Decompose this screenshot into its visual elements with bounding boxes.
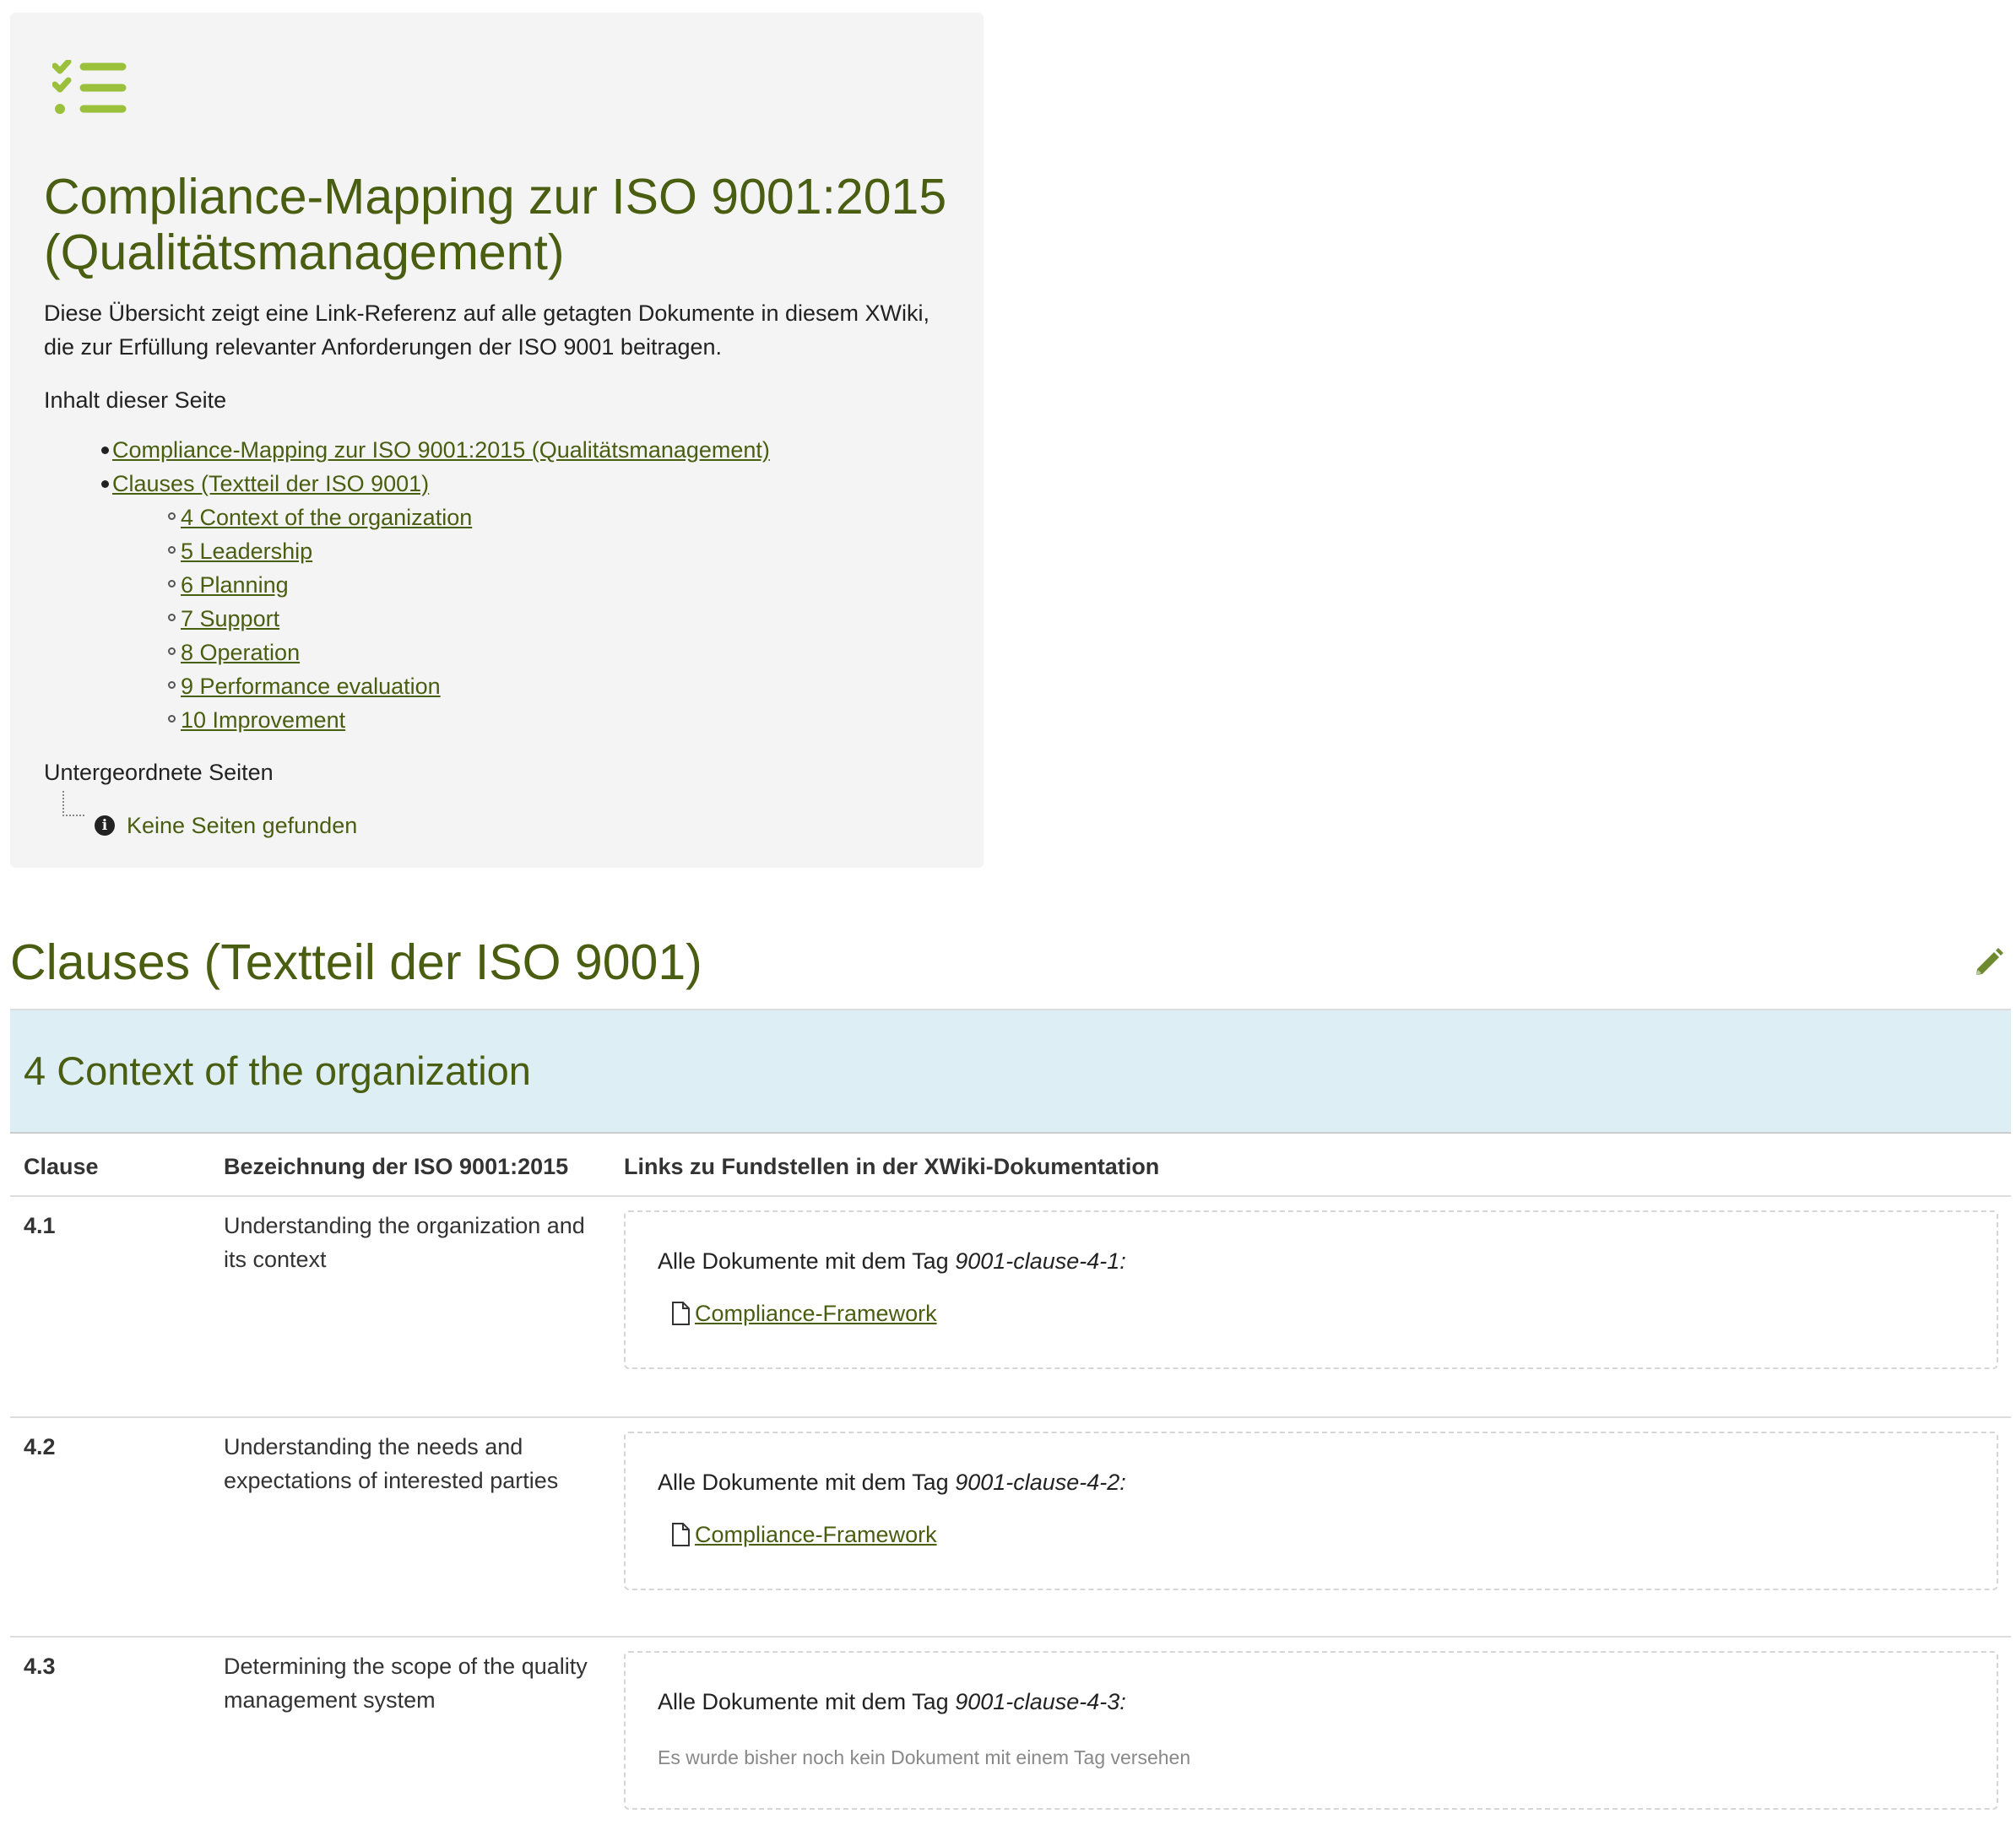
no-documents-message: Es wurde bisher noch kein Dokument mit einem Tag versehen <box>658 1746 1191 1768</box>
document-icon <box>669 1301 691 1326</box>
toc-link[interactable]: 7 Support <box>181 606 280 631</box>
tagged-documents-box <box>624 1210 1998 1369</box>
info-icon: i <box>95 815 115 836</box>
toc-item <box>44 703 770 737</box>
document-link-item <box>669 1518 937 1551</box>
table-of-contents <box>44 433 770 737</box>
clause-number: 4.2 <box>24 1434 56 1459</box>
tagged-documents-box <box>624 1432 1998 1590</box>
tag-line <box>658 1685 1126 1719</box>
pencil-edit-icon[interactable] <box>1972 945 2006 979</box>
intro-box <box>10 13 984 868</box>
tag-line <box>658 1465 1126 1499</box>
toc-item <box>44 534 770 568</box>
toc-link[interactable]: Clauses (Textteil der ISO 9001) <box>112 471 430 496</box>
clause-number: 4.3 <box>24 1654 56 1679</box>
tag-prefix: Alle Dokumente mit dem Tag <box>658 1248 949 1274</box>
toc-heading: Inhalt dieser Seite <box>44 387 227 413</box>
no-pages-text: Keine Seiten gefunden <box>127 813 358 838</box>
column-header-name: Bezeichnung der ISO 9001:2015 <box>224 1154 569 1179</box>
toc-link[interactable]: Compliance-Mapping zur ISO 9001:2015 (Qualitätsmanagement) <box>112 437 770 463</box>
toc-item <box>44 467 770 501</box>
toc-link[interactable]: 9 Performance evaluation <box>181 674 441 699</box>
clause-name: Determining the scope of the quality management system <box>224 1654 588 1713</box>
tag-line <box>658 1244 1126 1278</box>
document-link[interactable]: Compliance-Framework <box>695 1522 937 1547</box>
table-row <box>10 1197 2011 1418</box>
toc-link[interactable]: 5 Leadership <box>181 539 313 564</box>
clause-group-title: 4 Context of the organization <box>24 1048 531 1093</box>
clause-number: 4.1 <box>24 1213 56 1238</box>
toc-item <box>44 602 770 636</box>
page-title: Compliance-Mapping zur ISO 9001:2015 (Qualitätsmanagement) <box>44 169 947 280</box>
tree-connector <box>62 791 84 816</box>
toc-item <box>44 501 770 534</box>
toc-item <box>44 669 770 703</box>
subpages-heading: Untergeordnete Seiten <box>44 760 274 785</box>
toc-link[interactable]: 4 Context of the organization <box>181 505 473 530</box>
toc-item <box>44 568 770 602</box>
clause-group-header <box>10 1010 2011 1134</box>
page-description: Diese Übersicht zeigt eine Link-Referenz auf alle getagten Dokumente in diesem XWiki, die zur Erfüllung relevanter Anforderungen der ISO 9001 beitragen. <box>44 300 930 360</box>
toc-item <box>44 636 770 669</box>
tagged-documents-box <box>624 1651 1998 1810</box>
tag-name: 9001-clause-4-1: <box>955 1248 1126 1274</box>
toc-link[interactable]: 8 Operation <box>181 640 301 665</box>
table-row <box>10 1638 2011 1830</box>
tag-prefix: Alle Dokumente mit dem Tag <box>658 1470 949 1495</box>
tag-prefix: Alle Dokumente mit dem Tag <box>658 1689 949 1714</box>
table-row <box>10 1418 2011 1638</box>
column-header-clause: Clause <box>24 1154 99 1179</box>
document-link[interactable]: Compliance-Framework <box>695 1301 937 1326</box>
toc-link[interactable]: 10 Improvement <box>181 707 346 733</box>
toc-item <box>44 433 770 467</box>
section-title: Clauses (Textteil der ISO 9001) <box>10 934 702 990</box>
checklist-icon <box>52 60 128 126</box>
toc-link[interactable]: 6 Planning <box>181 572 289 598</box>
no-pages-message <box>95 809 357 842</box>
tag-name: 9001-clause-4-2: <box>955 1470 1126 1495</box>
clause-name: Understanding the organization and its context <box>224 1213 585 1272</box>
clause-name: Understanding the needs and expectations of interested parties <box>224 1434 559 1493</box>
column-header-links: Links zu Fundstellen in der XWiki-Dokumentation <box>624 1154 1160 1179</box>
table-header <box>10 1135 2011 1197</box>
document-link-item <box>669 1297 937 1330</box>
document-icon <box>669 1522 691 1547</box>
tag-name: 9001-clause-4-3: <box>955 1689 1126 1714</box>
